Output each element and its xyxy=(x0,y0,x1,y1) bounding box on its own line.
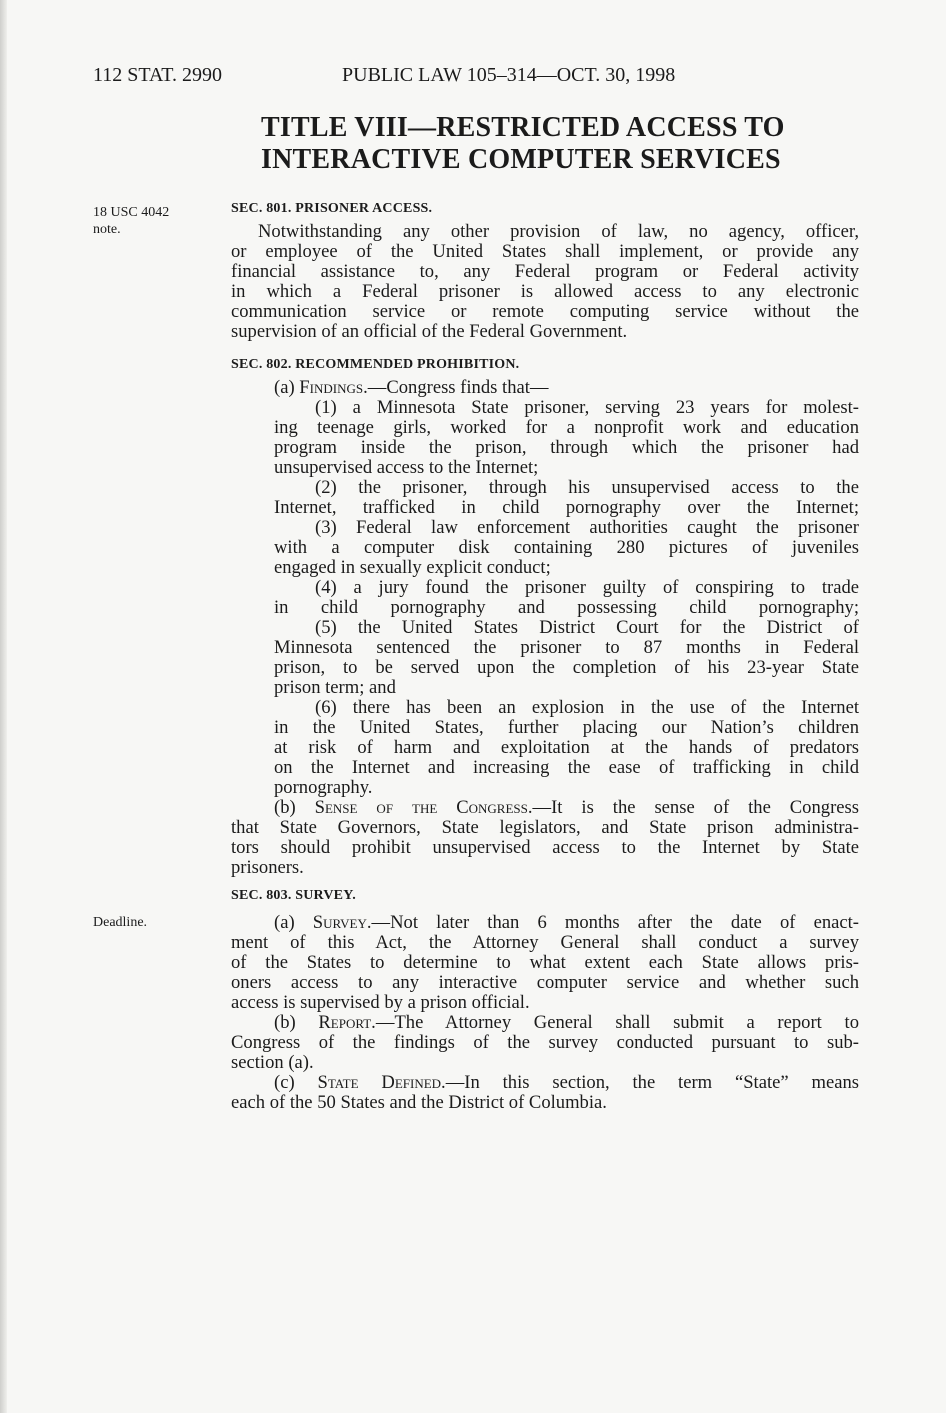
running-head xyxy=(93,62,863,88)
section-803 xyxy=(231,887,859,1113)
survey-caption: Survey. xyxy=(312,912,372,933)
section-801-body xyxy=(231,222,859,342)
survey-first-line xyxy=(231,913,859,933)
finding-5-line: prison, to be served upon the completion of his 23-year State xyxy=(274,657,859,678)
section-803-subsection-c xyxy=(231,1073,859,1113)
survey-line: of the States to determine to what extent each State allows pris- xyxy=(231,952,859,973)
state-defined-label: (c) xyxy=(274,1072,318,1093)
finding-1-line: program inside the prison, through which the prisoner had xyxy=(274,437,859,458)
section-801-line: financial assistance to, any Federal program or Federal activity xyxy=(231,261,859,282)
margin-note-deadline xyxy=(93,914,203,931)
report-caption: Report. xyxy=(318,1012,376,1033)
section-801 xyxy=(231,200,859,342)
title-line-1: TITLE VIII—RESTRICTED ACCESS TO xyxy=(261,112,785,143)
report-label: (b) xyxy=(274,1012,319,1033)
finding-3-line: engaged in sexually explicit conduct; xyxy=(274,557,551,578)
finding-5-line: Minnesota sentenced the prisoner to 87 months in Federal xyxy=(274,637,859,658)
finding-1-line: (1) a Minnesota State prisoner, serving 23 years for molest- xyxy=(315,397,859,418)
finding-3-line: with a computer disk containing 280 pictures of juveniles xyxy=(274,537,859,558)
subsection-b-text: —It is the sense of the Congress xyxy=(532,797,859,818)
subsection-b-line: prisoners. xyxy=(231,857,304,878)
margin-note-usc xyxy=(93,204,203,238)
finding-6-line: on the Internet and increasing the ease of trafficking in child xyxy=(274,757,859,778)
survey-label: (a) xyxy=(274,912,313,933)
state-defined-caption: State Defined. xyxy=(317,1072,446,1093)
section-801-line: or employee of the United States shall implement, or provide any xyxy=(231,241,859,262)
subsection-a-intro xyxy=(231,378,859,398)
section-801-line: Notwithstanding any other provision of law, no agency, officer, xyxy=(258,221,859,242)
finding-4-line: in child pornography and possessing child pornography; xyxy=(274,597,859,618)
finding-6-line: (6) there has been an explosion in the use of the Internet xyxy=(315,697,859,718)
section-801-heading: SEC. 801. PRISONER ACCESS. xyxy=(231,201,433,216)
finding-5-line: prison term; and xyxy=(274,677,396,698)
section-802 xyxy=(231,356,859,878)
report-line: Congress of the findings of the survey conducted pursuant to sub- xyxy=(231,1032,859,1053)
section-801-line: communication service or remote computing service without the xyxy=(231,301,859,322)
survey-text: —Not later than 6 months after the date of enact- xyxy=(371,912,859,933)
section-801-line: in which a Federal prisoner is allowed access to any electronic xyxy=(231,281,859,302)
section-803-heading: SEC. 803. SURVEY. xyxy=(231,888,356,903)
finding-2-line: Internet, trafficked in child pornography over the Internet; xyxy=(274,497,859,518)
finding-6-line: pornography. xyxy=(274,777,373,798)
survey-line: ment of this Act, the Attorney General shall conduct a survey xyxy=(231,932,859,953)
state-defined-text: —In this section, the term “State” means xyxy=(445,1072,859,1093)
finding-1-line: unsupervised access to the Internet; xyxy=(274,457,539,478)
state-defined-line: each of the 50 States and the District of Columbia. xyxy=(231,1092,607,1113)
report-first-line xyxy=(231,1013,859,1033)
section-803-subsection-b xyxy=(231,1013,859,1073)
section-802-subsection-b xyxy=(231,798,859,878)
finding-6-line: at risk of harm and exploitation at the hands of predators xyxy=(274,737,859,758)
report-text: —The Attorney General shall submit a report to xyxy=(375,1012,859,1033)
survey-line: access is supervised by a prison official. xyxy=(231,992,530,1013)
subsection-b-first-line xyxy=(231,798,859,818)
finding-2-line: (2) the prisoner, through his unsupervised access to the xyxy=(315,477,859,498)
section-801-line: supervision of an official of the Federal Government. xyxy=(231,321,628,342)
public-law-reference: PUBLIC LAW 105–314—OCT. 30, 1998 xyxy=(342,64,676,86)
margin-note-usc-line-2: note. xyxy=(93,222,121,237)
stat-page-reference: 112 STAT. 2990 xyxy=(93,64,222,86)
section-802-heading: SEC. 802. RECOMMENDED PROHIBITION. xyxy=(231,357,520,372)
report-line: section (a). xyxy=(231,1052,314,1073)
subsection-a-label: (a) xyxy=(274,377,300,398)
page-edge-shadow xyxy=(0,0,7,1413)
subsection-a-caption: Findings. xyxy=(299,377,368,398)
finding-1-line: ing teenage girls, worked for a nonprofit work and education xyxy=(274,417,859,438)
survey-line: oners access to any interactive computer service and whether such xyxy=(231,972,859,993)
finding-6-line: in the United States, further placing our Nation’s children xyxy=(274,717,859,738)
margin-note-deadline-text: Deadline. xyxy=(93,915,148,930)
subsection-b-line: tors should prohibit unsupervised access to the Internet by State xyxy=(231,837,859,858)
subsection-b-caption: Sense of the Congress. xyxy=(314,797,533,818)
subsection-a-text: —Congress finds that— xyxy=(367,377,549,398)
section-802-subsection-a xyxy=(231,378,859,798)
section-803-subsection-a xyxy=(231,913,859,1013)
state-defined-first-line xyxy=(231,1073,859,1093)
subsection-b-line: that State Governors, State legislators, and State prison administra- xyxy=(231,817,859,838)
finding-4-line: (4) a jury found the prisoner guilty of conspiring to trade xyxy=(315,577,859,598)
finding-5-line: (5) the United States District Court for the District of xyxy=(315,617,859,638)
margin-note-usc-line-1: 18 USC 4042 xyxy=(93,205,170,220)
subsection-b-label: (b) xyxy=(274,797,315,818)
finding-3-line: (3) Federal law enforcement authorities caught the prisoner xyxy=(315,517,859,538)
title-line-2: INTERACTIVE COMPUTER SERVICES xyxy=(261,144,781,175)
title-heading xyxy=(261,112,881,176)
